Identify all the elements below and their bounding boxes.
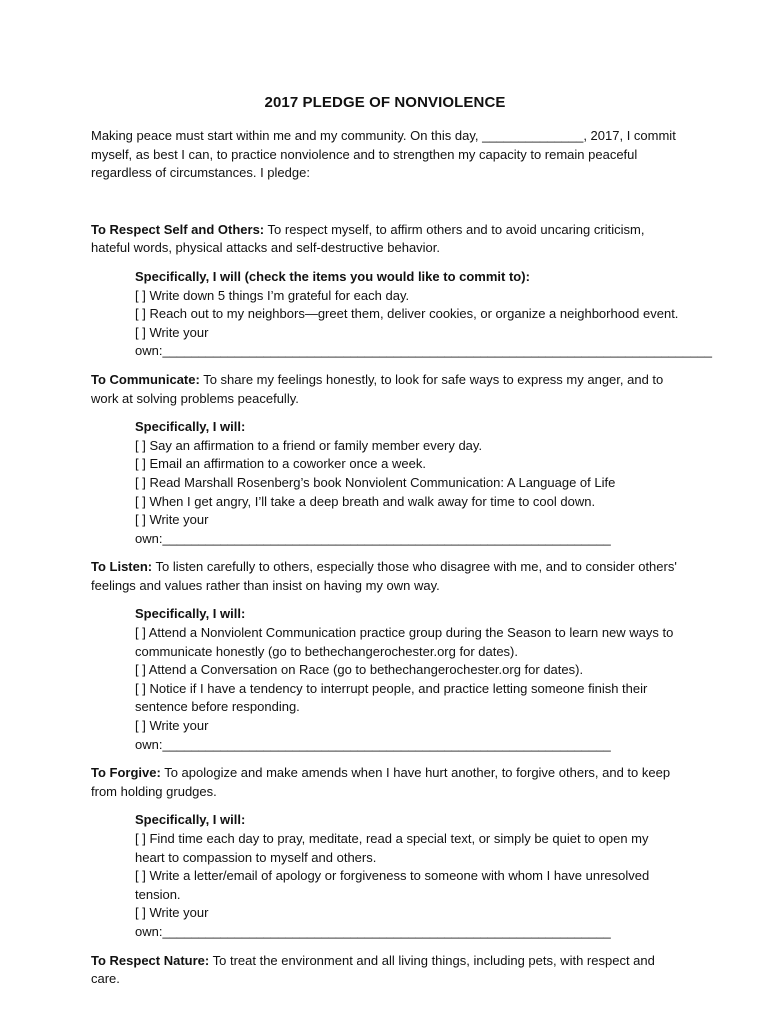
commitment-item[interactable]: [ ] Say an affirmation to a friend or family member every day. <box>135 437 483 453</box>
commitment-item[interactable]: [ ] Write down 5 things I’m grateful for each day. <box>135 287 410 303</box>
commitment-heading: Specifically, I will: <box>135 606 246 622</box>
commitment-item[interactable]: [ ] Notice if I have a tendency to interrupt people, and practice letting someone finish their sentence before responding. <box>135 680 648 715</box>
commitment-item[interactable]: [ ] Write your own:______________________________________________________________ <box>135 718 611 752</box>
section-heading: To Respect Self and Others: <box>91 221 265 237</box>
section-communicate <box>91 371 681 548</box>
section-description <box>91 371 681 408</box>
section-heading: To Listen: <box>91 559 153 575</box>
section-description <box>91 221 681 258</box>
commitment-item[interactable]: [ ] Find time each day to pray, meditate, read a special text, or simply be quiet to open my heart to compassion to myself and others. <box>135 831 649 865</box>
commitment-heading: Specifically, I will: <box>135 812 246 828</box>
section-description <box>91 558 681 595</box>
section-listen <box>91 558 681 754</box>
commitment-item[interactable]: [ ] Email an affirmation to a coworker once a week. <box>135 456 426 472</box>
commitment-heading: Specifically, I will (check the items you would like to commit to): <box>135 268 530 284</box>
commitment-list <box>91 268 712 361</box>
commitment-item[interactable]: [ ] Write your own:______________________________________________________________ <box>135 905 611 939</box>
section-respect-self-others <box>91 221 712 361</box>
commitment-item[interactable]: [ ] Reach out to my neighbors—greet them, deliver cookies, or organize a neighborhood event. [ ] Write your own:____________________________________________________________________________ <box>135 306 712 359</box>
commitment-list <box>91 811 681 941</box>
section-heading: To Communicate: <box>91 371 200 387</box>
section-text: To apologize and make amends when I have hurt another, to forgive others, and to keep from holding grudges. <box>91 765 671 799</box>
commitment-list <box>91 418 681 548</box>
commitment-item[interactable]: [ ] Write a letter/email of apology or forgiveness to someone with whom I have unresolved tension. <box>135 868 650 902</box>
commitment-item[interactable]: [ ] Attend a Nonviolent Communication practice group during the Season to learn new ways to communicate honestly (go to bethechangerochester.org for dates). <box>135 625 674 659</box>
section-text: To share my feelings honestly, to look for safe ways to express my anger, and to work at solving problems peacefully. <box>91 371 664 406</box>
section-heading: To Forgive: <box>91 765 161 781</box>
commitment-heading: Specifically, I will: <box>135 419 246 435</box>
section-text: To listen carefully to others, especially those who disagree with me, and to consider others' feelings and values rather than insist on having my own way. <box>91 559 677 593</box>
commitment-list <box>91 605 681 754</box>
commitment-item[interactable]: [ ] Read Marshall Rosenberg’s book Nonviolent Communication: A Language of Life <box>135 474 616 490</box>
page-title: 2017 PLEDGE OF NONVIOLENCE <box>264 94 506 111</box>
section-respect-nature <box>91 952 681 989</box>
commitment-item[interactable]: [ ] Write your own:______________________________________________________________ <box>135 512 611 546</box>
section-heading: To Respect Nature: <box>91 952 210 968</box>
commitment-item[interactable]: [ ] When I get angry, I’ll take a deep breath and walk away for time to cool down. <box>135 493 596 509</box>
section-forgive <box>91 764 681 941</box>
document-body <box>91 127 712 989</box>
section-text: To respect myself, to affirm others and to avoid uncaring criticism, hateful words, physical attacks and self-destructive behavior. <box>91 221 645 256</box>
intro-paragraph: Making peace must start within me and my community. On this day, ______________, 2017, I commit myself, as best I can, to practice nonviolence and to strengthen my capacity to remain peaceful regardless of circumstances. I pledge: <box>91 128 676 181</box>
section-description <box>91 952 681 989</box>
section-description <box>91 764 681 801</box>
section-text: To treat the environment and all living things, including pets, with respect and care. <box>91 952 655 987</box>
commitment-item[interactable]: [ ] Attend a Conversation on Race (go to bethechangerochester.org for dates). <box>135 662 584 678</box>
